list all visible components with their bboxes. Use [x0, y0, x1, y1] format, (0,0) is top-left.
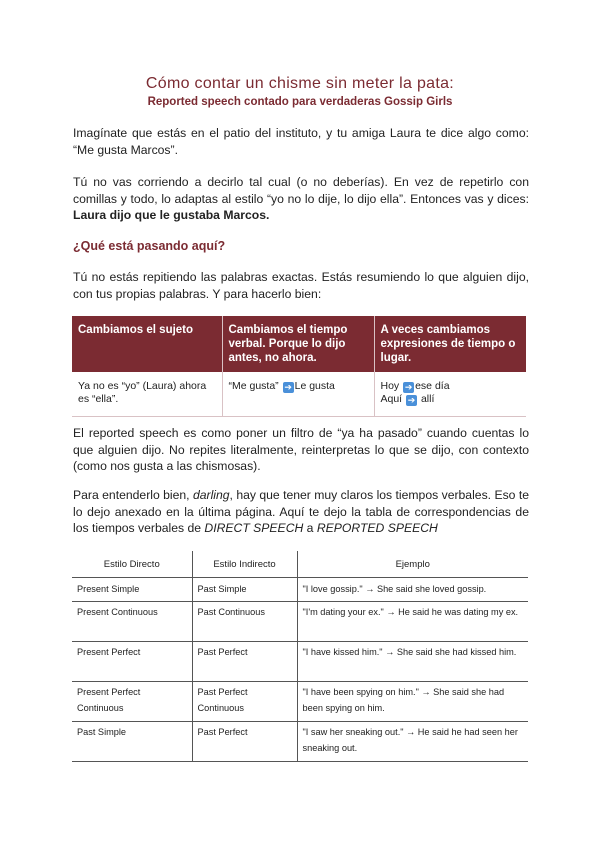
tense-direct-cell: Present Continuous — [72, 602, 192, 642]
arrow-right-icon: ➔ — [404, 382, 413, 392]
tense-indirect-cell: Past Continuous — [192, 602, 297, 642]
changes-header-expressions: A veces cambiamos expresiones de tiempo o lugar. — [374, 316, 526, 372]
body-paragraph-2-darling: darling — [192, 488, 230, 502]
arrow-right-icon: ➔ — [407, 395, 416, 405]
page-title: Cómo contar un chisme sin meter la pata: — [145, 75, 455, 92]
intro-paragraph-1: Imagínate que estás en el patio del instituto, y tu amiga Laura te dice algo como: “Me gusta Marcos”. — [73, 126, 529, 157]
tense-indirect-cell: Past Perfect — [192, 642, 297, 682]
tense-direct-cell: Present Perfect — [72, 642, 192, 682]
section-paragraph: Tú no estás repitiendo las palabras exactas. Estás resumiendo lo que alguien dijo, con tus propias palabras. Y para hacerlo bien: — [73, 270, 529, 301]
body-paragraph-2 — [73, 487, 529, 537]
changes-cell-expr-today: Hoy — [380, 380, 403, 392]
changes-table — [72, 316, 526, 417]
body-paragraph-2-part-c: a — [303, 521, 317, 535]
tense-indirect-cell: Past Perfect Continuous — [192, 682, 297, 722]
table-row — [72, 682, 528, 722]
intro-paragraph-2 — [73, 174, 529, 224]
page-subtitle: Reported speech contado para verdaderas Gossip Girls — [147, 96, 453, 108]
changes-cell-expr-that-day: ese día — [415, 380, 450, 392]
changes-cell-expr-here: Aquí — [380, 393, 406, 405]
tenses-table — [72, 551, 528, 762]
body-paragraph-2-direct: DIRECT SPEECH — [204, 521, 304, 535]
tense-indirect-cell: Past Perfect — [192, 722, 297, 762]
tense-example-cell: "I'm dating your ex." → He said he was dating my ex. — [297, 602, 528, 642]
arrow-right-icon: ➔ — [284, 382, 292, 392]
changes-header-tense: Cambiamos el tiempo verbal. Porque lo dijo antes, no ahora. — [222, 316, 374, 372]
changes-header-subject: Cambiamos el sujeto — [72, 316, 222, 372]
changes-cell-tense-after: Le gusta — [294, 380, 335, 392]
changes-table-header-row — [72, 316, 526, 372]
tense-example-cell: "I have been spying on him." → She said she had been spying on him. — [297, 682, 528, 722]
tense-indirect-cell: Past Simple — [192, 578, 297, 602]
table-row — [72, 578, 528, 602]
table-row — [72, 722, 528, 762]
body-paragraph-2-part-b: , hay que tener muy claros los tiempos verbales. Eso te lo dejo anexado en la última página. Aquí te dejo la tabla de correspondencias de los tiempos verbales de — [73, 488, 529, 535]
changes-cell-subject: Ya no es “yo” (Laura) ahora es “ella”. — [72, 372, 222, 417]
body-paragraph-2-part-a: Para entenderlo bien, — [73, 488, 193, 502]
intro-paragraph-2-text: Tú no vas corriendo a decirlo tal cual (o no deberías). En vez de repetirlo con comillas y todo, lo adaptas al estilo “yo no lo dije, lo dijo ella”. Entonces vas y dices: — [73, 175, 529, 206]
changes-cell-tense — [222, 372, 374, 417]
table-row — [72, 642, 528, 682]
tense-direct-cell: Past Simple — [72, 722, 192, 762]
tenses-header-example: Ejemplo — [297, 551, 528, 578]
changes-cell-expr-there: allí — [418, 393, 435, 405]
tense-example-cell: "I saw her sneaking out." → He said he had seen her sneaking out. — [297, 722, 528, 762]
tenses-table-header-row — [72, 551, 528, 578]
tense-direct-cell: Present Simple — [72, 578, 192, 602]
body-paragraph-1: El reported speech es como poner un filtro de “ya ha pasado” cuando cuentas lo que alguien dijo. No repites literalmente, reinterpretas lo que se dijo, con contexto (como nos gusta a las chismosas). — [73, 426, 529, 473]
intro-paragraph-2-bold: Laura dijo que le gustaba Marcos. — [73, 208, 270, 222]
table-row — [72, 602, 528, 642]
changes-cell-expressions — [374, 372, 526, 417]
tense-direct-cell: Present Perfect Continuous — [72, 682, 192, 722]
body-paragraph-2-reported: REPORTED SPEECH — [316, 521, 438, 535]
tenses-header-indirect: Estilo Indirecto — [192, 551, 297, 578]
tenses-header-direct: Estilo Directo — [72, 551, 192, 578]
changes-table-row — [72, 372, 526, 417]
changes-cell-tense-before: “Me gusta” — [228, 380, 282, 392]
tense-example-cell: "I have kissed him." → She said she had kissed him. — [297, 642, 528, 682]
section-heading: ¿Qué está pasando aquí? — [73, 239, 226, 253]
tense-example-cell: "I love gossip." → She said she loved gossip. — [297, 578, 528, 602]
